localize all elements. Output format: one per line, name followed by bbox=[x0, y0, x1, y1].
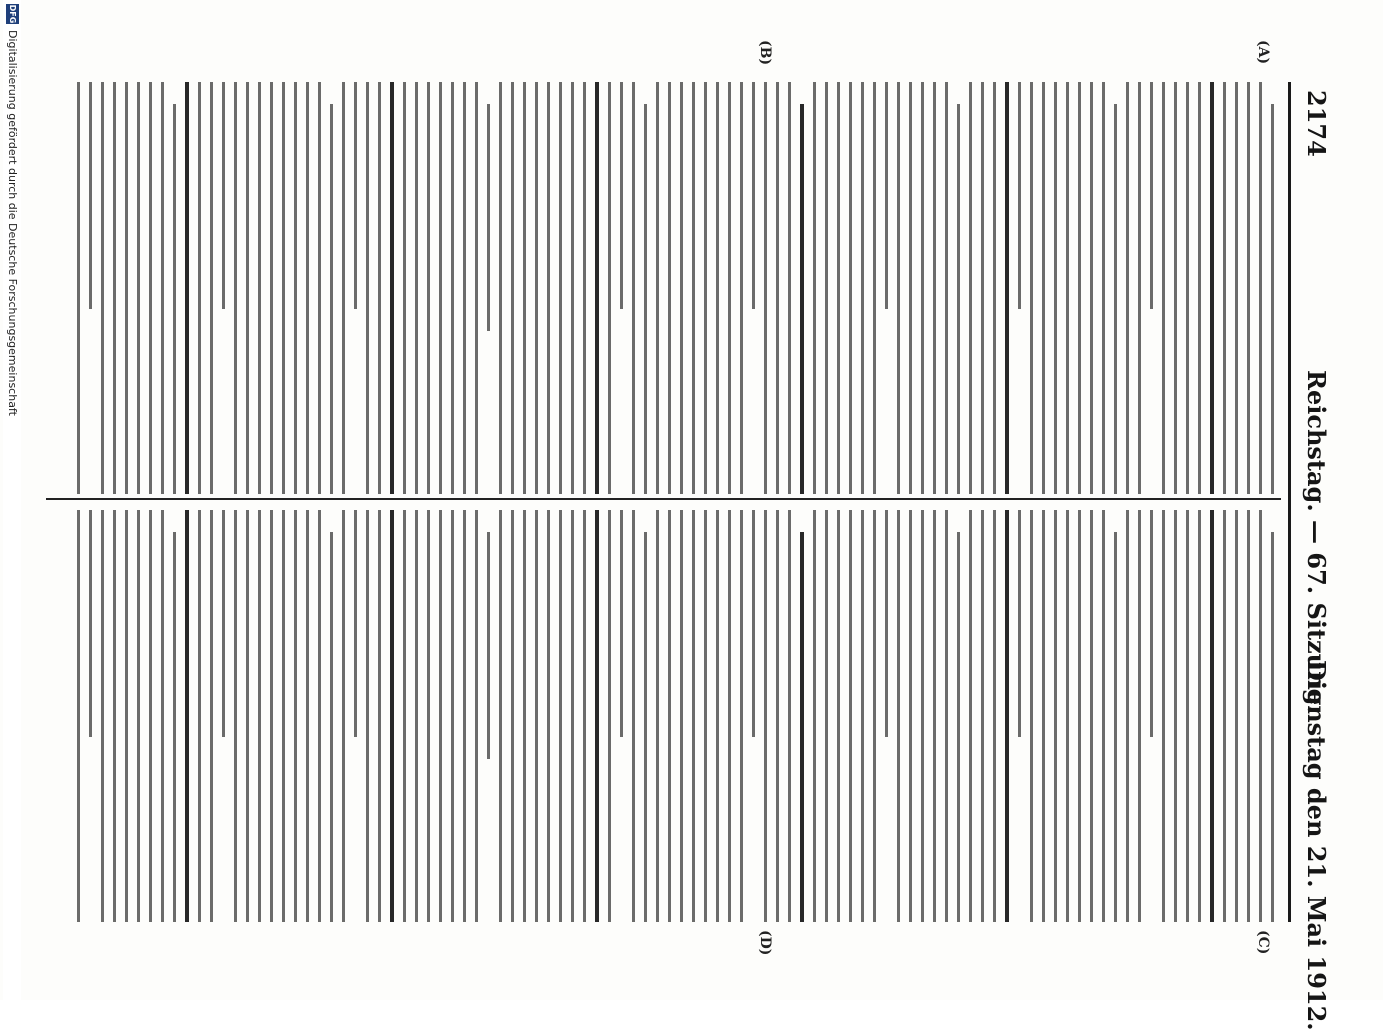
text-line bbox=[1005, 510, 1009, 922]
text-line bbox=[1247, 510, 1250, 922]
text-line bbox=[415, 510, 418, 922]
header-rule bbox=[1288, 82, 1291, 922]
text-line bbox=[487, 532, 490, 759]
text-line bbox=[1042, 510, 1045, 922]
credit-text: Digitalisierung gefördert durch die Deutsche Forschungsgemeinschaft bbox=[6, 30, 19, 416]
text-line bbox=[1271, 104, 1274, 494]
text-line bbox=[1042, 82, 1045, 494]
text-line bbox=[487, 104, 490, 331]
text-line bbox=[523, 510, 526, 922]
text-line bbox=[1018, 510, 1021, 737]
text-line bbox=[945, 510, 948, 922]
text-line bbox=[294, 82, 297, 494]
text-line bbox=[595, 510, 599, 922]
text-line bbox=[113, 510, 116, 922]
text-line bbox=[1054, 510, 1057, 922]
text-line bbox=[246, 82, 249, 494]
text-line bbox=[993, 510, 996, 922]
text-line bbox=[77, 82, 80, 494]
text-line bbox=[849, 510, 852, 922]
text-line bbox=[246, 510, 249, 922]
margin-marker-b: (B) bbox=[757, 40, 773, 66]
text-line bbox=[837, 510, 840, 922]
text-line bbox=[776, 82, 779, 494]
text-line bbox=[1150, 82, 1153, 309]
text-line bbox=[668, 510, 671, 922]
text-line bbox=[776, 510, 779, 922]
digitization-credit bbox=[3, 0, 21, 1000]
text-line bbox=[668, 82, 671, 494]
text-line bbox=[185, 82, 189, 494]
text-line bbox=[161, 82, 164, 494]
text-line bbox=[873, 510, 876, 922]
text-line bbox=[559, 82, 562, 494]
text-line bbox=[788, 82, 791, 494]
text-line bbox=[270, 510, 273, 922]
text-line bbox=[113, 82, 116, 494]
text-line bbox=[1186, 510, 1189, 922]
text-line bbox=[957, 532, 960, 922]
text-line bbox=[728, 510, 731, 922]
text-line bbox=[366, 510, 369, 922]
text-line bbox=[909, 510, 912, 922]
text-line bbox=[415, 82, 418, 494]
text-line bbox=[1174, 510, 1177, 922]
text-line bbox=[1114, 104, 1117, 494]
margin-marker-d: (D) bbox=[757, 930, 773, 956]
text-line bbox=[475, 82, 478, 494]
text-line bbox=[125, 82, 128, 494]
text-line bbox=[692, 82, 695, 494]
text-line bbox=[330, 532, 333, 922]
text-line bbox=[933, 510, 936, 922]
text-line bbox=[198, 82, 201, 494]
text-line bbox=[1186, 82, 1189, 494]
text-line bbox=[125, 510, 128, 922]
text-line bbox=[451, 82, 454, 494]
text-line bbox=[571, 82, 574, 494]
text-line bbox=[740, 510, 743, 922]
text-line bbox=[595, 82, 599, 494]
text-line bbox=[945, 82, 948, 494]
text-line bbox=[656, 510, 659, 922]
text-line bbox=[680, 510, 683, 922]
text-line bbox=[957, 104, 960, 494]
text-line bbox=[282, 82, 285, 494]
column-separator bbox=[46, 498, 1281, 500]
session-date: Dienstag den 21. Mai 1912. bbox=[1302, 660, 1331, 1031]
text-line bbox=[837, 82, 840, 494]
text-line bbox=[1138, 510, 1141, 922]
text-line bbox=[632, 82, 635, 494]
text-line bbox=[849, 82, 852, 494]
text-line bbox=[897, 82, 900, 494]
text-line bbox=[1247, 82, 1250, 494]
text-line bbox=[451, 510, 454, 922]
text-line bbox=[463, 510, 466, 922]
text-line bbox=[728, 82, 731, 494]
text-line bbox=[800, 532, 804, 922]
text-line bbox=[342, 510, 345, 922]
text-line bbox=[1223, 82, 1226, 494]
text-line bbox=[1018, 82, 1021, 309]
text-line bbox=[800, 104, 804, 494]
text-line bbox=[89, 510, 92, 737]
text-line bbox=[620, 510, 623, 737]
text-line bbox=[1150, 510, 1153, 737]
text-line bbox=[1198, 510, 1201, 922]
text-line bbox=[101, 510, 104, 922]
text-line bbox=[1114, 532, 1117, 922]
text-line bbox=[1090, 82, 1093, 494]
text-line bbox=[933, 82, 936, 494]
text-line bbox=[258, 510, 261, 922]
text-line bbox=[101, 82, 104, 494]
text-line bbox=[547, 510, 550, 922]
text-line bbox=[1235, 82, 1238, 494]
text-line bbox=[680, 82, 683, 494]
text-line bbox=[463, 82, 466, 494]
text-line bbox=[1174, 82, 1177, 494]
text-line bbox=[149, 510, 152, 922]
margin-marker-a: (A) bbox=[1255, 40, 1271, 65]
text-line bbox=[656, 82, 659, 494]
text-line bbox=[535, 82, 538, 494]
text-line bbox=[1102, 82, 1105, 494]
text-line bbox=[318, 82, 321, 494]
text-line bbox=[981, 82, 984, 494]
text-line bbox=[813, 510, 816, 922]
text-line bbox=[1162, 510, 1165, 922]
text-line bbox=[921, 82, 924, 494]
text-line bbox=[1162, 82, 1165, 494]
text-line bbox=[234, 510, 237, 922]
text-line bbox=[704, 510, 707, 922]
text-line bbox=[427, 82, 430, 494]
text-line bbox=[547, 82, 550, 494]
text-line bbox=[499, 82, 502, 494]
text-line bbox=[1054, 82, 1057, 494]
text-line bbox=[378, 82, 381, 494]
text-line bbox=[511, 82, 514, 494]
page-number: 2174 bbox=[1302, 90, 1331, 157]
text-line bbox=[210, 510, 213, 922]
text-line bbox=[234, 82, 237, 494]
text-line bbox=[825, 82, 828, 494]
text-line bbox=[644, 104, 647, 494]
text-line bbox=[222, 82, 225, 309]
text-line bbox=[89, 82, 92, 309]
text-line bbox=[788, 510, 791, 922]
text-line bbox=[740, 82, 743, 494]
text-line bbox=[282, 510, 285, 922]
text-line bbox=[149, 82, 152, 494]
text-line bbox=[378, 510, 381, 922]
text-line bbox=[873, 82, 876, 494]
left-column-text bbox=[43, 82, 1283, 494]
text-line bbox=[427, 510, 430, 922]
text-line bbox=[620, 82, 623, 309]
text-line bbox=[692, 510, 695, 922]
text-line bbox=[1078, 510, 1081, 922]
text-line bbox=[390, 510, 394, 922]
text-line bbox=[559, 510, 562, 922]
text-line bbox=[897, 510, 900, 922]
text-line bbox=[499, 510, 502, 922]
text-line bbox=[813, 82, 816, 494]
text-line bbox=[258, 82, 261, 494]
text-line bbox=[583, 82, 586, 494]
text-line bbox=[825, 510, 828, 922]
text-line bbox=[342, 82, 345, 494]
text-line bbox=[644, 532, 647, 922]
text-line bbox=[1210, 82, 1214, 494]
text-line bbox=[752, 82, 755, 309]
text-line bbox=[885, 82, 888, 309]
text-line bbox=[1090, 510, 1093, 922]
text-line bbox=[764, 510, 767, 922]
text-line bbox=[1138, 82, 1141, 494]
text-line bbox=[366, 82, 369, 494]
text-line bbox=[210, 82, 213, 494]
text-line bbox=[354, 510, 357, 737]
text-line bbox=[632, 510, 635, 922]
text-line bbox=[921, 510, 924, 922]
text-line bbox=[969, 510, 972, 922]
text-line bbox=[270, 82, 273, 494]
text-line bbox=[583, 510, 586, 922]
text-line bbox=[1102, 510, 1105, 922]
text-line bbox=[306, 510, 309, 922]
text-line bbox=[173, 104, 176, 494]
text-line bbox=[318, 510, 321, 922]
page-header bbox=[1297, 40, 1331, 1031]
text-line bbox=[885, 510, 888, 737]
text-line bbox=[981, 510, 984, 922]
text-line bbox=[306, 82, 309, 494]
text-line bbox=[1030, 510, 1033, 922]
session-title: Reichstag. — 67. Sitzung. bbox=[1302, 370, 1331, 714]
text-line bbox=[475, 510, 478, 922]
text-line bbox=[1271, 532, 1274, 922]
text-line bbox=[571, 510, 574, 922]
text-line bbox=[439, 510, 442, 922]
text-line bbox=[1126, 82, 1129, 494]
text-line bbox=[390, 82, 394, 494]
text-line bbox=[1078, 82, 1081, 494]
text-line bbox=[511, 510, 514, 922]
text-line bbox=[173, 532, 176, 922]
text-line bbox=[1259, 510, 1262, 922]
text-line bbox=[222, 510, 225, 737]
dfg-logo: DFG bbox=[8, 4, 17, 24]
text-line bbox=[535, 510, 538, 922]
text-line bbox=[1259, 82, 1262, 494]
margin-marker-c: (C) bbox=[1255, 930, 1271, 955]
text-line bbox=[403, 510, 406, 922]
text-line bbox=[1126, 510, 1129, 922]
text-line bbox=[716, 82, 719, 494]
text-line bbox=[294, 510, 297, 922]
text-line bbox=[1005, 82, 1009, 494]
text-line bbox=[1235, 510, 1238, 922]
text-line bbox=[1198, 82, 1201, 494]
text-line bbox=[1223, 510, 1226, 922]
text-line bbox=[403, 82, 406, 494]
text-line bbox=[137, 510, 140, 922]
text-line bbox=[861, 510, 864, 922]
text-line bbox=[1210, 510, 1214, 922]
right-column-text bbox=[43, 510, 1283, 922]
text-line bbox=[1030, 82, 1033, 494]
text-line bbox=[161, 510, 164, 922]
text-line bbox=[330, 104, 333, 494]
text-line bbox=[77, 510, 80, 922]
text-line bbox=[439, 82, 442, 494]
text-line bbox=[608, 82, 611, 494]
text-line bbox=[1066, 510, 1069, 922]
text-line bbox=[704, 82, 707, 494]
text-line bbox=[716, 510, 719, 922]
text-line bbox=[993, 82, 996, 494]
text-line bbox=[523, 82, 526, 494]
text-line bbox=[861, 82, 864, 494]
text-line bbox=[909, 82, 912, 494]
text-line bbox=[608, 510, 611, 922]
text-line bbox=[969, 82, 972, 494]
text-line bbox=[198, 510, 201, 922]
text-line bbox=[1066, 82, 1069, 494]
text-line bbox=[354, 82, 357, 309]
text-line bbox=[185, 510, 189, 922]
text-line bbox=[764, 82, 767, 494]
text-line bbox=[137, 82, 140, 494]
text-line bbox=[752, 510, 755, 737]
